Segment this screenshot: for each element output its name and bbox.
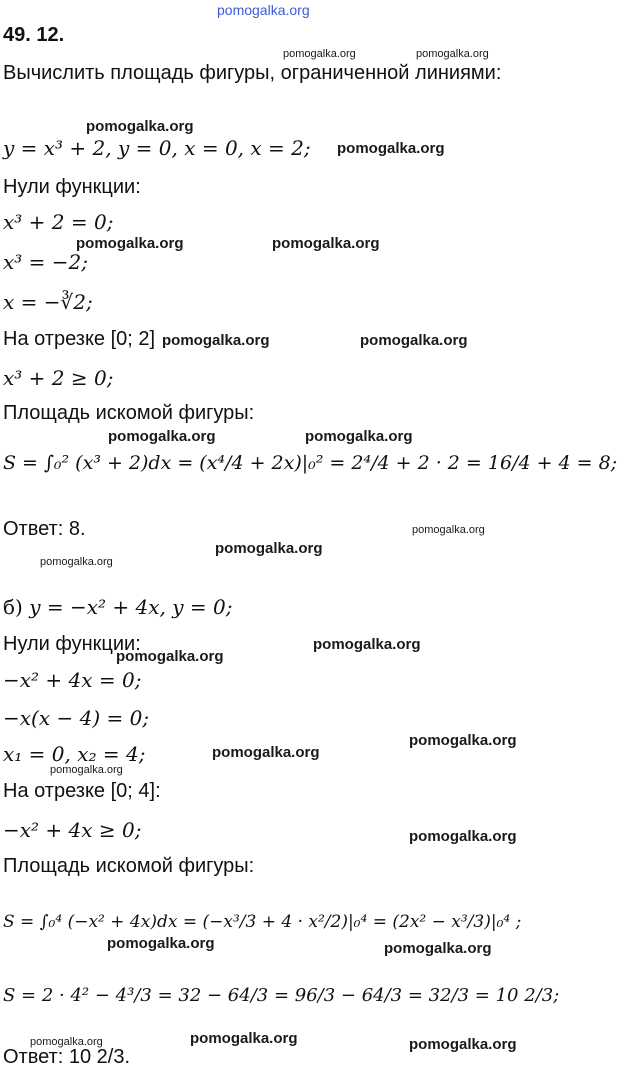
part-b-zeros-title: Нули функции:	[3, 633, 141, 655]
watermark: pomogalka.org	[162, 332, 270, 349]
watermark: pomogalka.org	[337, 140, 445, 157]
watermark: pomogalka.org	[76, 235, 184, 252]
part-a-answer: Ответ: 8.	[3, 518, 86, 540]
watermark: pomogalka.org	[272, 235, 380, 252]
watermark: pomogalka.org	[360, 332, 468, 349]
part-b-label: б)	[3, 595, 23, 619]
watermark: pomogalka.org	[305, 428, 413, 445]
part-a-segment: На отрезке [0; 2]	[3, 328, 156, 350]
part-a-eq2: x³ = −2;	[3, 250, 88, 274]
watermark: pomogalka.org	[384, 940, 492, 957]
watermark: pomogalka.org	[313, 636, 421, 653]
part-b-condition	[3, 595, 232, 619]
part-a-condition: y = x³ + 2, y = 0, x = 0, x = 2;	[3, 136, 311, 160]
part-a-integral: S = ∫₀² (x³ + 2)dx = (x⁴/4 + 2x)|₀² = 2⁴/4 + 2 · 2 = 16/4 + 4 = 8;	[3, 452, 617, 474]
watermark: pomogalka.org	[212, 744, 320, 761]
watermark: pomogalka.org	[86, 118, 194, 135]
watermark: pomogalka.org	[107, 935, 215, 952]
problem-number-dot: .	[58, 24, 65, 46]
part-b-answer: Ответ: 10 2/3.	[3, 1046, 131, 1068]
watermark-top: pomogalka.org	[217, 2, 310, 18]
part-b-area-title: Площадь искомой фигуры:	[3, 855, 255, 877]
part-b-ineq: −x² + 4x ≥ 0;	[3, 818, 142, 842]
part-b-segment: На отрезке [0; 4]:	[3, 780, 161, 802]
watermark: pomogalka.org	[116, 648, 224, 665]
problem-number	[3, 24, 64, 47]
watermark: pomogalka.org	[409, 1036, 517, 1053]
task-statement: Вычислить площадь фигуры, ограниченной линиями:	[3, 62, 502, 84]
watermark: pomogalka.org	[416, 48, 489, 60]
part-b-condition-text: y = −x² + 4x, y = 0;	[29, 595, 233, 619]
watermark: pomogalka.org	[40, 556, 113, 568]
part-a-zeros-title: Нули функции:	[3, 176, 141, 198]
part-a-eq3: x = −∛2;	[3, 290, 93, 314]
problem-number-text: 49. 12	[3, 24, 59, 46]
watermark: pomogalka.org	[409, 828, 517, 845]
watermark: pomogalka.org	[409, 732, 517, 749]
watermark: pomogalka.org	[215, 540, 323, 557]
watermark: pomogalka.org	[190, 1030, 298, 1047]
part-b-eq3: x₁ = 0, x₂ = 4;	[3, 742, 146, 766]
part-b-eq1: −x² + 4x = 0;	[3, 668, 142, 692]
part-b-result: S = 2 · 4² − 4³/3 = 32 − 64/3 = 96/3 − 64/3 = 32/3 = 10 2/3;	[3, 985, 560, 1006]
watermark: pomogalka.org	[283, 48, 356, 60]
part-b-eq2: −x(x − 4) = 0;	[3, 706, 150, 730]
watermark: pomogalka.org	[30, 1036, 103, 1048]
part-a-eq1: x³ + 2 = 0;	[3, 210, 114, 234]
part-a-area-title: Площадь искомой фигуры:	[3, 402, 255, 424]
part-b-integral: S = ∫₀⁴ (−x² + 4x)dx = (−x³/3 + 4 · x²/2)|₀⁴ = (2x² − x³/3)|₀⁴ ;	[3, 912, 522, 932]
watermark: pomogalka.org	[412, 524, 485, 536]
part-a-ineq: x³ + 2 ≥ 0;	[3, 366, 114, 390]
watermark: pomogalka.org	[50, 764, 123, 776]
watermark: pomogalka.org	[108, 428, 216, 445]
